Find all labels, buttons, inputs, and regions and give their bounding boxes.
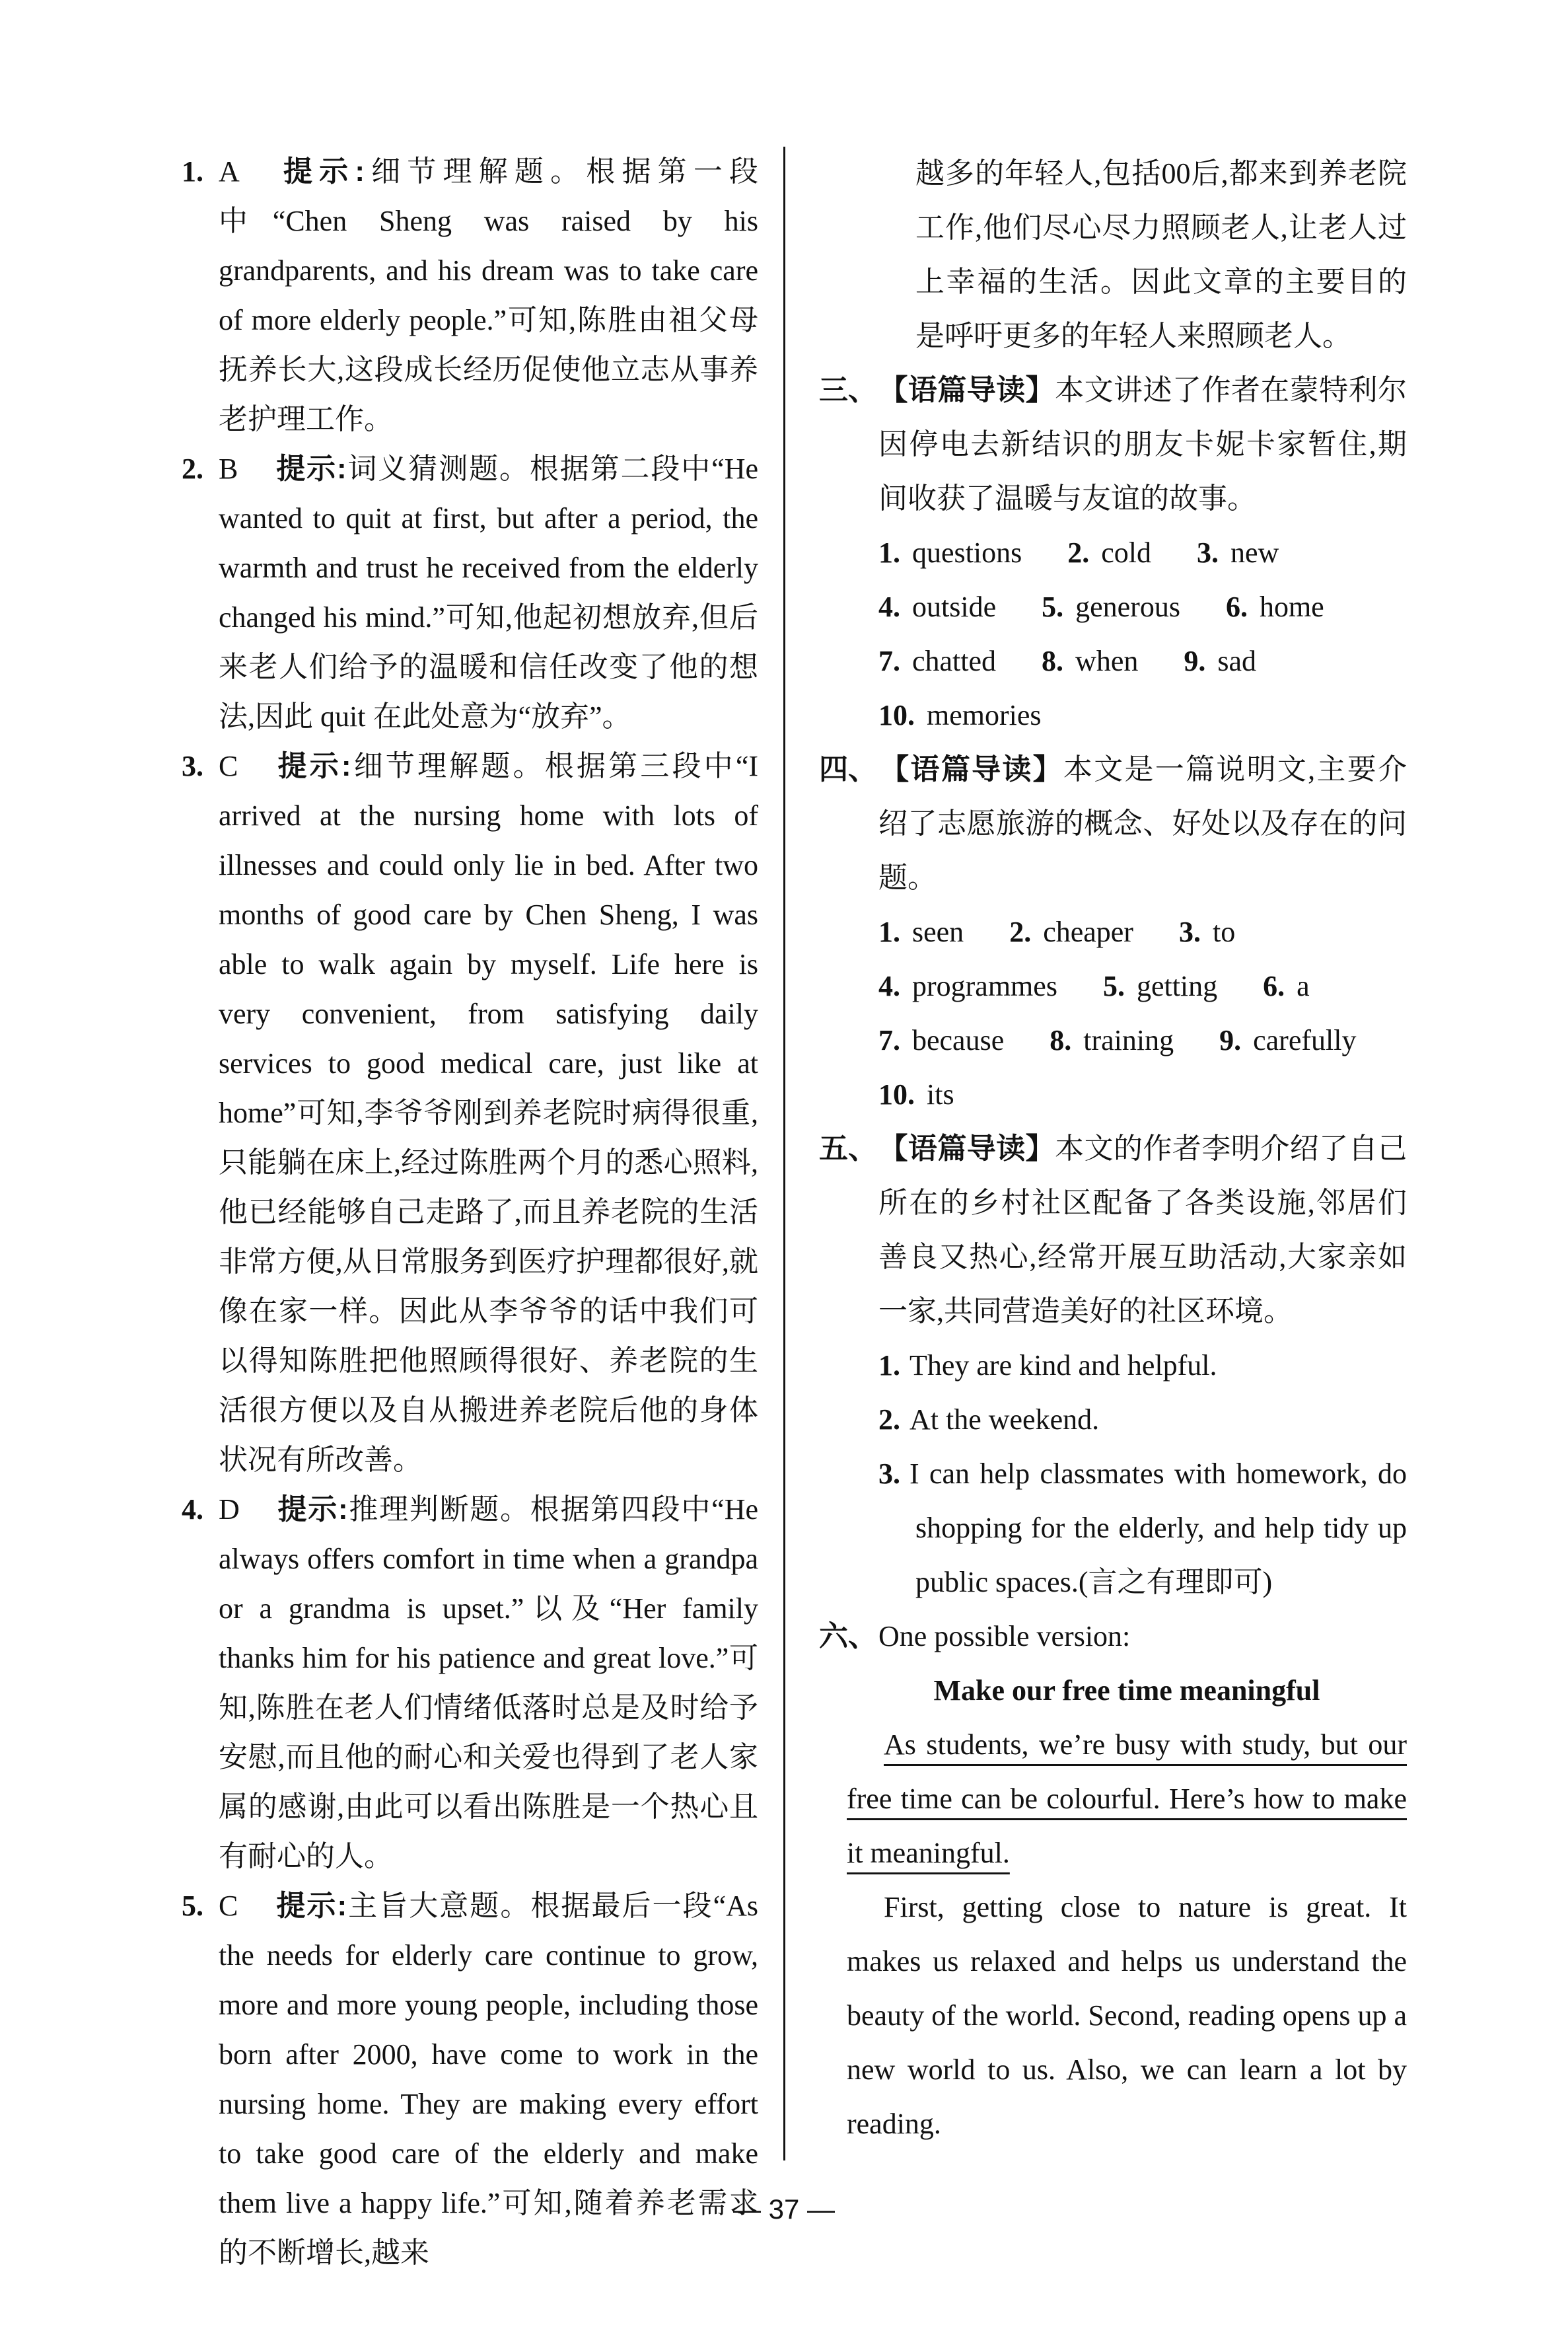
- answer-text: I can help classmates with homework, do shopping for the elderly, and help tidy up public spaces.(言之有理即可): [909, 1458, 1407, 1598]
- essay-given-paragraph: [847, 1718, 1407, 1880]
- answer-word: seen: [912, 916, 964, 948]
- explanation-text: 细节理解题。根据第三段中“I arrived at the nursing home with lots of illnesses and could only lie in bed. After two months of good care by Chen Sheng, I was able to walk again by myself. Life here is very convenient, from satisfying daily services to good medical care, just like at home”可知,李爷爷刚到养老院时病得很重,只能躺在床上,经过陈胜两个月的悉心照料,他已经能够自己走路了,而且养老院的生活非常方便,从日常服务到医疗护理都很好,就像在家一样。因此从李爷爷的话中我们可以得知陈胜把他照顾得很好、养老院的生活很方便以及自从搬进养老院后他的身体状况有所改善。: [219, 750, 758, 1476]
- explanation-text: 词义猜测题。根据第二段中“He wanted to quit at first, but after a period, the warmth and trust he received from the elderly changed his mind.”可知,他起初想放弃,但后来老人们给予的温暖和信任改变了他的想法,因此 quit 在此处意为“放弃”。: [219, 453, 758, 733]
- answer-word: a: [1297, 970, 1310, 1002]
- answer-number: 3.: [878, 1458, 900, 1490]
- answer-number: 1.: [878, 916, 900, 948]
- item-number: 2.: [182, 453, 203, 485]
- answer-letter: C: [219, 750, 238, 782]
- answer-item: [182, 444, 758, 741]
- essay-body-paragraph: First, getting close to nature is great. It makes us relaxed and helps us understand the beauty of the world. Second, reading opens up a new world to us. Also, we can learn a lot by reading.: [847, 1891, 1407, 2140]
- passage-guide-tag: 【语篇导读】: [878, 753, 1063, 786]
- cloze-answer-row: [819, 1014, 1407, 1068]
- answer-word: because: [912, 1024, 1005, 1056]
- short-answer: [819, 1447, 1407, 1609]
- answer-number: 10.: [878, 699, 915, 731]
- short-answer: [819, 1339, 1407, 1393]
- answer-text: At the weekend.: [909, 1403, 1100, 1436]
- answer-word: memories: [927, 699, 1042, 731]
- cloze-answer-row: [819, 580, 1407, 634]
- answer-word: cheaper: [1043, 916, 1133, 948]
- cloze-answer-row: [819, 905, 1407, 959]
- cloze-answer-row: [819, 1068, 1407, 1122]
- hint-label: 提示:: [275, 750, 351, 782]
- answer-item: [182, 147, 758, 444]
- answer-letter: C: [219, 1890, 238, 1922]
- answer-number: 6.: [1263, 970, 1285, 1002]
- cloze-answer: [878, 699, 1042, 731]
- answer-word: programmes: [912, 970, 1057, 1002]
- cloze-answer: [1009, 916, 1133, 948]
- cloze-answer-row: [819, 959, 1407, 1014]
- answer-word: training: [1083, 1024, 1174, 1056]
- column-divider: [783, 147, 785, 2160]
- item-number: 3.: [182, 750, 203, 782]
- right-column: [819, 147, 1407, 2151]
- answer-word: generous: [1075, 591, 1180, 623]
- cloze-answer: [1179, 916, 1235, 948]
- answer-number: 1.: [878, 1349, 900, 1382]
- answer-word: its: [927, 1078, 954, 1111]
- hint-label: 提示:: [276, 155, 365, 188]
- cloze-answer: [878, 916, 964, 948]
- answer-number: 5.: [1042, 591, 1064, 623]
- answer-item: [182, 1485, 758, 1881]
- section-marker: 三、: [819, 374, 877, 406]
- essay-given-text: As students, we’re busy with study, but our free time can be colourful. Here’s how to make it meaningful.: [847, 1728, 1407, 1869]
- answer-number: 7.: [878, 645, 900, 677]
- answer-number: 7.: [878, 1024, 900, 1056]
- cloze-answer: [1184, 645, 1256, 677]
- section-intro: 本文的作者李明介绍了自己所在的乡村社区配备了各类设施,邻居们善良又热心,经常开展互助活动,大家亲如一家,共同营造美好的社区环境。: [878, 1132, 1408, 1327]
- cloze-answer: [1263, 970, 1310, 1002]
- item-number: 5.: [182, 1890, 203, 1922]
- cloze-answer: [1103, 970, 1217, 1002]
- answer-number: 4.: [878, 970, 900, 1002]
- answer-letter: A: [219, 155, 240, 188]
- section-intro: 本文讲述了作者在蒙特利尔因停电去新结识的朋友卡妮卡家暂住,期间收获了温暖与友谊的故事。: [878, 374, 1408, 515]
- cloze-answer-row: [819, 634, 1407, 688]
- answer-number: 5.: [1102, 970, 1125, 1002]
- section-intro: 本文是一篇说明文,主要介绍了志愿旅游的概念、好处以及存在的问题。: [878, 753, 1408, 894]
- answer-number: 10.: [878, 1078, 915, 1111]
- answer-letter: B: [219, 453, 238, 485]
- answer-number: 6.: [1225, 591, 1248, 623]
- hint-label: 提示:: [276, 1493, 348, 1526]
- cloze-answer-row: [819, 688, 1407, 743]
- cloze-answer: [878, 1078, 954, 1111]
- essay-label: One possible version:: [878, 1620, 1131, 1652]
- cloze-answer: [1050, 1024, 1174, 1056]
- explanation-text: 细节理解题。根据第一段中“Chen Sheng was raised by his grandparents, and his dream was to take care of more elderly people.”可知,陈胜由祖父母抚养长大,这段成长经历促使他立志从事养老护理工作。: [219, 155, 758, 435]
- answer-word: when: [1075, 645, 1139, 677]
- answer-word: chatted: [912, 645, 997, 677]
- item5-continuation: [819, 147, 1407, 363]
- answer-number: 9.: [1219, 1024, 1242, 1056]
- short-answer: [819, 1393, 1407, 1447]
- explanation-text: 主旨大意题。根据最后一段“As the needs for elderly care continue to grow, more and more young people, including those born after 2000, have come to work in the nursing home. They are making every effort to take good care of the elderly and make them live a happy life.”可知,随着养老需求的不断增长,越来: [219, 1890, 758, 2269]
- answer-number: 9.: [1184, 645, 1206, 677]
- answer-word: new: [1230, 536, 1279, 569]
- cloze-answer: [878, 536, 1022, 569]
- cloze-answer: [878, 591, 996, 623]
- cloze-answer: [1197, 536, 1279, 569]
- cloze-answer: [878, 970, 1057, 1002]
- item-number: 1.: [182, 155, 203, 188]
- answer-word: sad: [1217, 645, 1257, 677]
- answer-word: getting: [1136, 970, 1218, 1002]
- section-marker: 五、: [819, 1132, 877, 1165]
- cloze-answer: [1219, 1024, 1356, 1056]
- answer-number: 1.: [878, 536, 900, 569]
- answer-letter: D: [219, 1493, 240, 1526]
- answer-number: 8.: [1042, 645, 1064, 677]
- answer-number: 2.: [1067, 536, 1090, 569]
- answer-number: 8.: [1050, 1024, 1072, 1056]
- cloze-answer: [1226, 591, 1324, 623]
- passage-guide-tag: 【语篇导读】: [878, 1132, 1055, 1165]
- answer-word: questions: [912, 536, 1022, 569]
- section-marker: 六、: [819, 1620, 877, 1652]
- section-6-heading: [819, 1609, 1407, 1664]
- answer-word: to: [1212, 916, 1236, 948]
- left-column: [182, 147, 758, 2277]
- section-5: [819, 1122, 1407, 1339]
- answer-number: 2.: [878, 1403, 900, 1436]
- answer-word: carefully: [1253, 1024, 1357, 1056]
- hint-label: 提示:: [275, 1890, 347, 1922]
- cloze-answer: [1042, 591, 1180, 623]
- cloze-answer: [878, 645, 996, 677]
- answer-text: They are kind and helpful.: [909, 1349, 1217, 1382]
- cloze-answer-row: [819, 526, 1407, 580]
- hint-label: 提示:: [275, 453, 347, 485]
- explanation-text: 越多的年轻人,包括00后,都来到养老院工作,他们尽心尽力照顾老人,让老人过上幸福的生活。因此文章的主要目的是呼吁更多的年轻人来照顾老人。: [915, 157, 1407, 352]
- essay-title: Make our free time meaningful: [933, 1674, 1320, 1707]
- explanation-text: 推理判断题。根据第四段中“He always offers comfort in time when a grandpa or a grandma is upset.”以及“Her family thanks him for his patience and great love.”可知,陈胜在老人们情绪低落时总是及时给予安慰,而且他的耐心和关爱也得到了老人家属的感谢,由此可以看出陈胜是一个热心且有耐心的人。: [219, 1493, 758, 1872]
- passage-guide-tag: 【语篇导读】: [878, 374, 1055, 406]
- cloze-answer: [878, 1024, 1004, 1056]
- answer-word: cold: [1101, 536, 1151, 569]
- answer-number: 2.: [1009, 916, 1032, 948]
- answer-word: home: [1259, 591, 1324, 623]
- item-number: 4.: [182, 1493, 203, 1526]
- answer-number: 3.: [1197, 536, 1219, 569]
- section-marker: 四、: [819, 753, 877, 786]
- answer-number: 4.: [878, 591, 900, 623]
- cloze-answer: [1067, 536, 1151, 569]
- answer-number: 3.: [1178, 916, 1201, 948]
- answer-item: [182, 741, 758, 1485]
- section-3: [819, 363, 1407, 526]
- answer-word: outside: [912, 591, 997, 623]
- page-number: — 37 —: [732, 2194, 836, 2225]
- section-4: [819, 743, 1407, 905]
- cloze-answer: [1042, 645, 1138, 677]
